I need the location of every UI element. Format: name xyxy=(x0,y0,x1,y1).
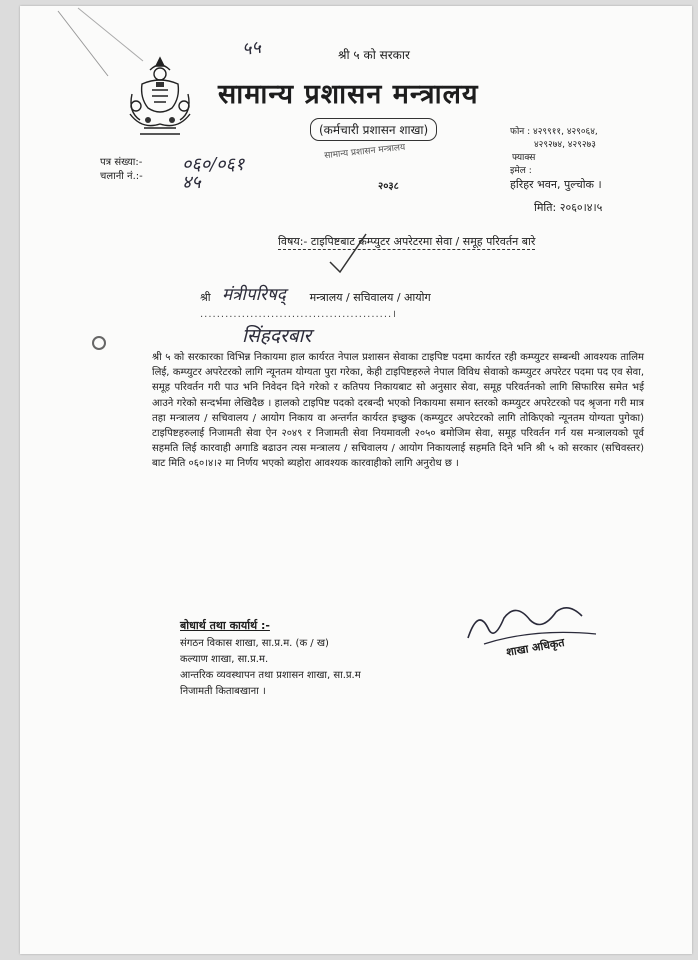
addressee-dots: ..............................................। xyxy=(200,309,398,320)
cc-item: आन्तरिक व्यवस्थापन तथा प्रशासन शाखा, सा.प्र.म xyxy=(180,670,361,681)
dispatch-number-label: चलानी नं.:- xyxy=(100,171,143,182)
signatory-title: शाखा अधिकृत xyxy=(505,635,566,660)
letter-number-label: पत्र संख्या:- xyxy=(100,157,143,168)
letter-number-value: ०६०/०६१ xyxy=(182,154,245,175)
punch-hole xyxy=(92,336,106,350)
letter-date: मिति: २०६०।४।५ xyxy=(534,201,603,214)
cc-item: संगठन विकास शाखा, सा.प्र.म. (क / ख) xyxy=(180,638,329,649)
addressee-prefix: श्री xyxy=(200,291,211,304)
ministry-name: सामान्य प्रशासन मन्त्रालय xyxy=(218,79,479,110)
email-label: इमेल : xyxy=(510,166,532,176)
dispatch-number-value: ४५ xyxy=(182,172,201,193)
government-heading: श्री ५ को सरकार xyxy=(338,48,410,62)
phone-line-2: ४२९२७४, ४२९२७३ xyxy=(534,140,596,150)
cc-item: निजामती किताबखाना । xyxy=(180,686,266,697)
registration-stamp: सामान्य प्रशासन मन्त्रालय xyxy=(323,142,406,162)
subject-line: विषय:- टाइपिष्टबाट कम्प्युटर अपरेटरमा सेवा / समूह परिवर्तन बारे xyxy=(278,235,536,248)
addressee-printed: मन्त्रालय / सचिवालय / आयोग xyxy=(309,291,431,304)
government-emblem-icon xyxy=(122,54,198,144)
reference-handwritten xyxy=(182,156,244,192)
letter-page xyxy=(20,6,692,954)
fax-label: फ्याक्स xyxy=(512,153,536,163)
address-line: हरिहर भवन, पुल्चोक । xyxy=(510,178,602,191)
stamp-year: २०३८ xyxy=(378,181,399,192)
addressee-handwritten: मंत्रीपरिषद् xyxy=(222,285,286,305)
phone-line-1: फोन : ४२९९११, ४२९०६४, xyxy=(510,127,598,137)
check-mark-icon xyxy=(328,232,368,274)
addressee-location: सिंहदरबार xyxy=(242,325,312,347)
reference-labels xyxy=(100,156,143,184)
branch-name: (कर्मचारी प्रशासन शाखा) xyxy=(310,118,437,141)
cc-item: कल्याण शाखा, सा.प्र.म. xyxy=(180,654,269,665)
cc-list xyxy=(180,636,361,700)
cc-title: बोधार्थ तथा कार्यार्थ :- xyxy=(180,619,270,632)
contact-block xyxy=(510,126,602,191)
corner-handwritten-number: ५५ xyxy=(240,36,263,61)
letter-body: श्री ५ को सरकारका विभिन्न निकायमा हाल कार्यरत नेपाल प्रशासन सेवाका टाइपिष्ट पदमा कार्यरत रही कम्प्युटर सम्बन्धी आवश्यक तालिम लिई, कम्प्युटर अपरेटरको लागि न्यूनतम योग्यता पुरा गरेका, केही टाइपिष्टहरुले नेपाल विविध सेवाको कम्प्युटर अपरेटर पदमा पद एव सेवा, समूह परिवर्तन गरी पाउ भनि निवेदन दिने गरेको र कतिपय निकायबाट सो अनुसार सेवा, समूह परिवर्तनको लागि सिफारिस समेत भई आउने गरेको सन्दर्भमा लेखिदैछ । हालको टाइपिष्ट पदको दरबन्दी भएको निकायमा समान स्तरको कम्प्युटर अपरेटरको पद श्रृजना गरी मात्र तहा मन्त्रालय / सचिवालय / आयोग निकाय वा अन्तर्गत कार्यरत इच्छुक (कम्प्युटर अपरेटरको लागि तोकिएको न्यूनतम योग्यता पुगेका) टाइपिष्टहरुलाई निजामती सेवा ऐन २०४९ र निजामती सेवा नियमावली २०५० बमोजिम सेवा, समूह परिवर्तन गर्न यस मन्त्रालयको पूर्व सहमति लिई कारवाही अगाडि बढाउन त्यस मन्त्रालय / सचिवालय / आयोग निकायलाई सहमति दिने भनि श्री ५ को सरकार (सचिवस्तर) बाट मिति ०६०।४।२ मा निर्णय भएको ब्यहोरा आवश्यक कारवाहीको लागि अनुरोध छ । xyxy=(152,352,644,470)
